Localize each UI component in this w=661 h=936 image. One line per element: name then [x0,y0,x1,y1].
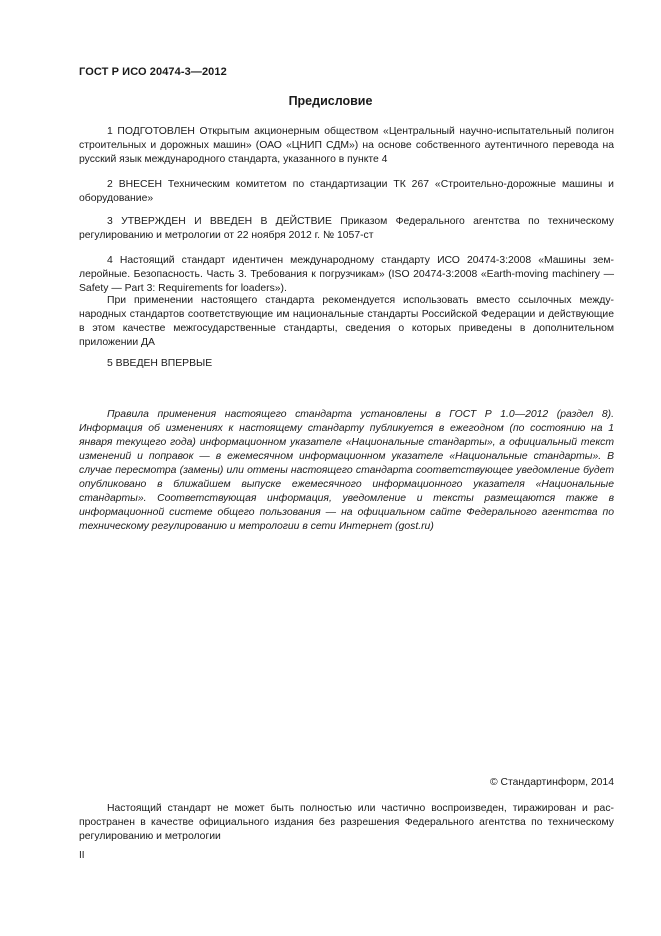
reproduction-notice: Настоящий стандарт не может быть полностью или частично воспроизведен, тиражирован и распространен в качестве официального издания без разрешения Федерального агентства по техническому регулированию и метрологии [79,803,614,842]
rules-of-application-notice: Правила применения настоящего стандарта установлены в ГОСТ Р 1.0—2012 (раздел 8). Информация об изменениях к настоящему стандарту публикуется в ежегодном (по состоянию на 1 января текущего года) информационном указателе «Национальные стандарты», а официальный текст изменений и поправок — в ежемесячном информационном указателе «Национальные стандарты». В случае пересмотра (замены) или отмены настоящего стандарта соответствующее уведомление будет опубликовано в ближайшем выпуске ежемесячного информационного указателя «Национальные стандарты». Соответствующая информация, уведомление и тексты размещаются также в информационной системе общего пользования — на официальном сайте Федерального агентства по техническому регулированию и метрологии в сети Интернет (gost.ru) [79,409,614,532]
foreword-item-1: 1 ПОДГОТОВЛЕН Открытым акционерным обществом «Центральный научно-испытательный полигон строительных и дорожных машин» (ОАО «ЦНИП СДМ») на основе собственного аутентичного перевода на русский язык международного стандарта, указанного в пункте 4 [79,126,614,165]
foreword-item-4: 4 Настоящий стандарт идентичен международному стандарту ИСО 20474-3:2008 «Машины землеройные. Безопасность. Часть 3. Требования к погрузчикам» (ISO 20474-3:2008 «Earth-moving machinery — Safety — Part 3: Requirements for loaders»). [79,255,614,294]
page-number: II [79,850,85,861]
document-code: ГОСТ Р ИСО 20474-3—2012 [79,66,227,78]
foreword-item-4-note: При применении настоящего стандарта рекомендуется использовать вместо ссылочных международных стандартов соответствующие им национальные стандарты Российской Федерации и действующие в этом качестве межгосударственные стандарты, сведения о которых приведены в дополнительном приложении ДА [79,295,614,348]
copyright: © Стандартинформ, 2014 [489,777,614,788]
page-title: Предисловие [288,94,373,108]
foreword-item-5: 5 ВВЕДЕН ВПЕРВЫЕ [107,358,213,369]
foreword-item-2: 2 ВНЕСЕН Техническим комитетом по стандартизации ТК 267 «Строительно-дорожные машины и оборудование» [79,179,614,204]
foreword-item-3: 3 УТВЕРЖДЕН И ВВЕДЕН В ДЕЙСТВИЕ Приказом Федерального агентства по техническому регулированию и метрологии от 22 ноября 2012 г. № 1057-ст [79,216,614,241]
